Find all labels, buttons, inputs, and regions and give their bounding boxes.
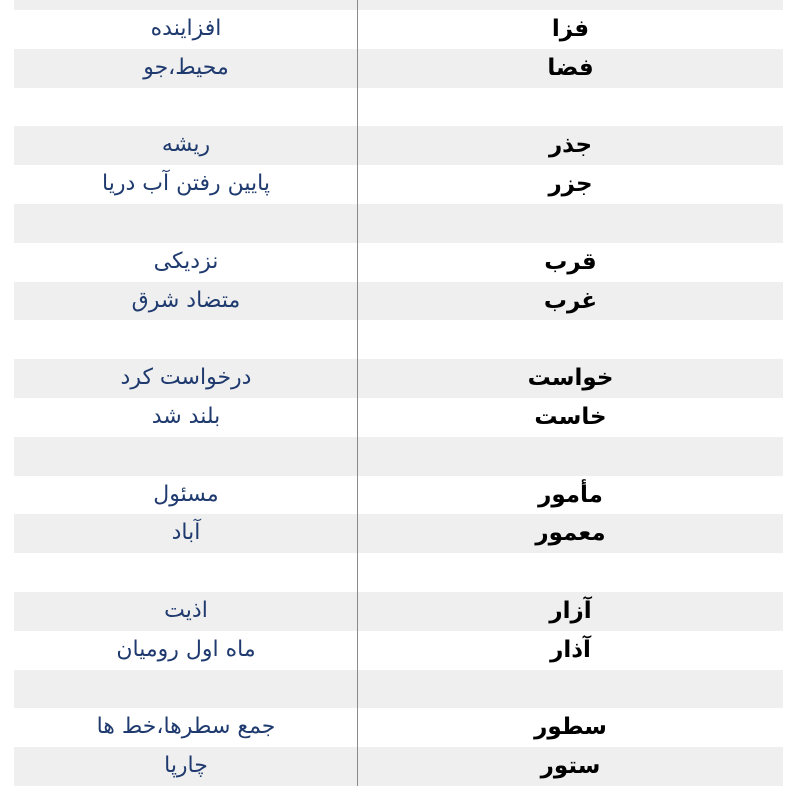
blank-row xyxy=(14,320,783,359)
word-cell xyxy=(358,0,783,10)
meaning-cell xyxy=(14,0,358,10)
word-text: خاست xyxy=(534,403,607,430)
column-divider xyxy=(357,0,358,786)
word-cell xyxy=(358,204,783,243)
blank-row xyxy=(14,553,783,592)
blank-row xyxy=(14,204,783,243)
word-cell xyxy=(358,670,783,709)
word-cell xyxy=(358,398,783,437)
table-row xyxy=(14,126,783,165)
word-cell xyxy=(358,553,783,592)
table-row xyxy=(14,165,783,204)
word-text: سطور xyxy=(534,714,607,741)
table-row xyxy=(14,592,783,631)
word-cell xyxy=(358,747,783,786)
meaning-text: آباد xyxy=(171,520,201,546)
word-text: فضا xyxy=(547,54,594,81)
blank-row xyxy=(14,670,783,709)
word-cell xyxy=(358,10,783,49)
word-text: مأمور xyxy=(538,481,603,508)
table-row xyxy=(14,514,783,553)
table-row xyxy=(14,0,783,10)
word-cell xyxy=(358,49,783,88)
meaning-text: جمع سطرها،خط ها xyxy=(96,714,276,740)
word-text: معمور xyxy=(535,520,606,547)
word-text: قرب xyxy=(544,248,597,275)
word-cell xyxy=(358,476,783,515)
word-cell xyxy=(358,514,783,553)
word-cell xyxy=(358,359,783,398)
word-cell xyxy=(358,631,783,670)
word-cell xyxy=(358,437,783,476)
blank-row xyxy=(14,88,783,127)
table-row xyxy=(14,10,783,49)
meaning-cell xyxy=(14,437,358,476)
table-row xyxy=(14,359,783,398)
word-text: ستور xyxy=(540,753,601,780)
word-cell xyxy=(358,243,783,282)
table-row xyxy=(14,49,783,88)
meaning-cell xyxy=(14,320,358,359)
meaning-cell xyxy=(14,670,358,709)
meaning-text: پایین رفتن آب دریا xyxy=(102,171,270,197)
word-cell xyxy=(358,282,783,321)
meaning-text: ریشه xyxy=(161,132,211,158)
meaning-text: محیط،جو xyxy=(143,54,229,80)
meaning-text: افزاینده xyxy=(150,16,222,41)
table-row xyxy=(14,631,783,670)
blank-row xyxy=(14,437,783,476)
word-text: جزر xyxy=(548,171,593,198)
meaning-text: چارپا xyxy=(164,753,208,779)
meaning-cell xyxy=(14,553,358,592)
word-text: خواست xyxy=(527,365,614,392)
word-cell xyxy=(358,126,783,165)
meaning-text: متضاد شرق xyxy=(131,287,241,313)
meaning-text: ماه اول رومیان xyxy=(116,636,256,662)
meaning-text: بلند شد xyxy=(151,403,221,429)
word-cell xyxy=(358,320,783,359)
table-row xyxy=(14,243,783,282)
word-text: جذر xyxy=(548,132,593,159)
meaning-text: مسئول xyxy=(153,481,219,507)
meaning-cell xyxy=(14,204,358,243)
word-cell xyxy=(358,88,783,127)
word-text: فزا xyxy=(551,16,590,42)
word-text: آزار xyxy=(549,597,592,624)
table-row xyxy=(14,476,783,515)
table-row xyxy=(14,282,783,321)
word-meaning-table xyxy=(14,0,783,786)
meaning-text: نزدیکی xyxy=(153,248,219,274)
meaning-text: اذیت xyxy=(164,597,208,623)
word-cell xyxy=(358,708,783,747)
word-cell xyxy=(358,165,783,204)
word-cell xyxy=(358,592,783,631)
meaning-cell xyxy=(14,88,358,127)
word-text: آذار xyxy=(550,636,591,663)
table-row xyxy=(14,747,783,786)
meaning-text: درخواست کرد xyxy=(120,365,252,391)
table-row xyxy=(14,708,783,747)
word-text: غرب xyxy=(543,287,598,314)
table-row xyxy=(14,398,783,437)
